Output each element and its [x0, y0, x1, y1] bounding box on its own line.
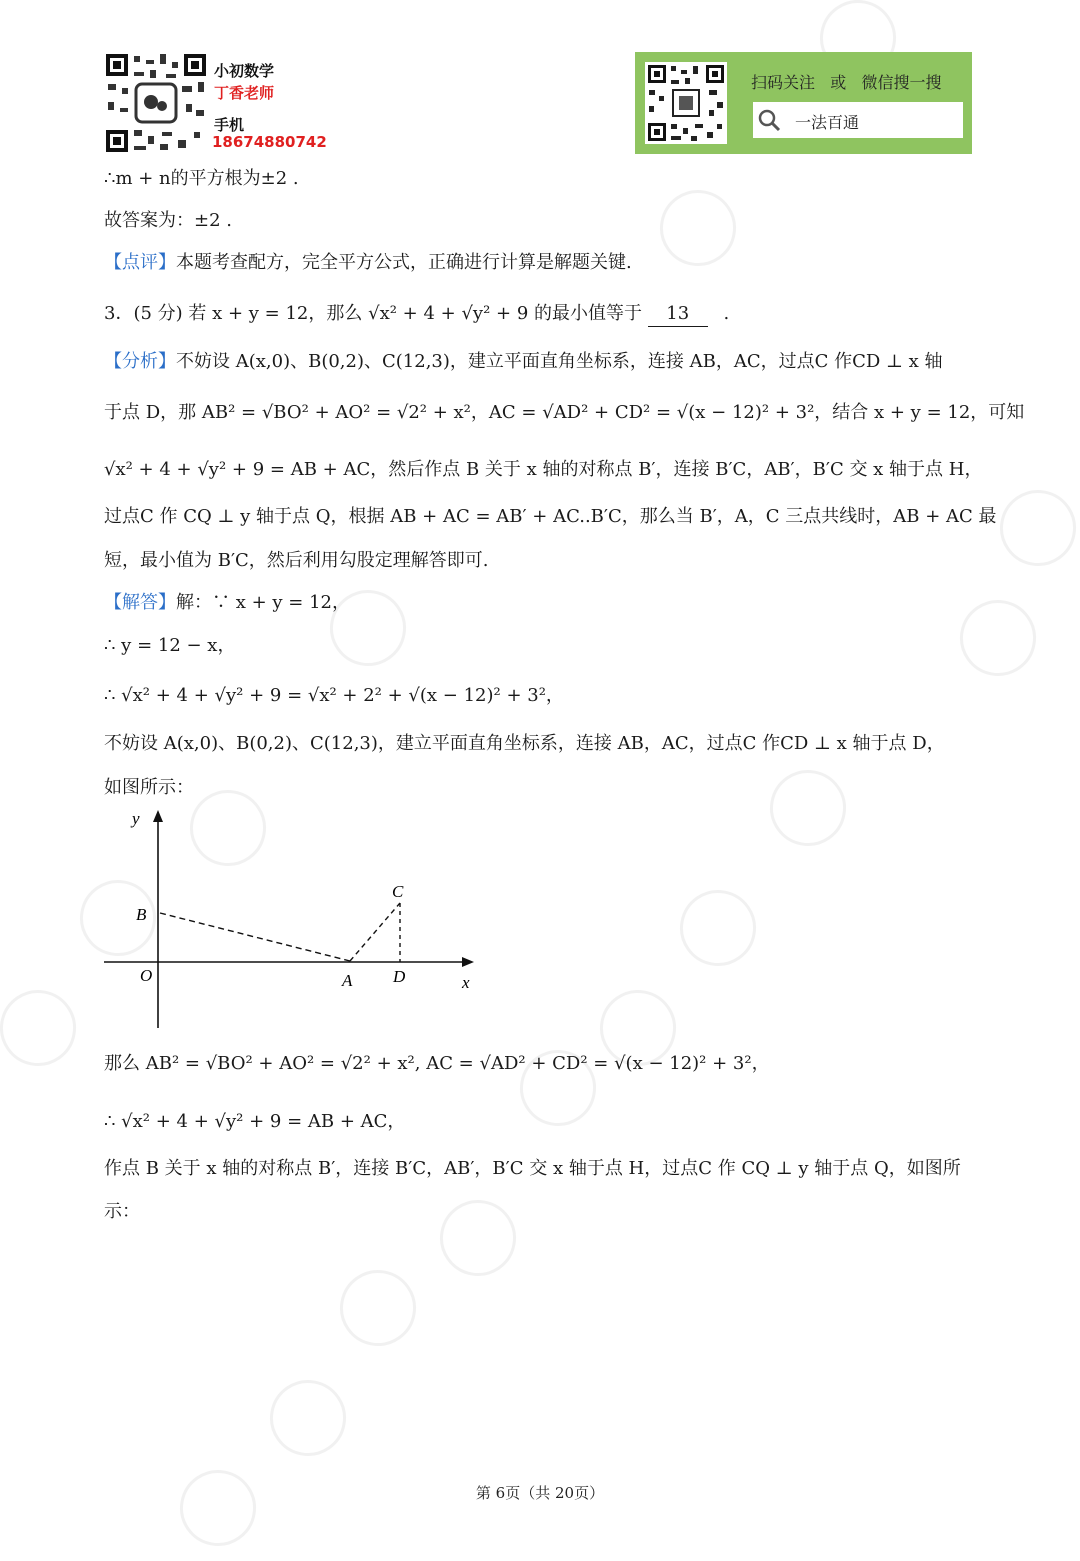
header-label-3: 手机	[214, 116, 245, 134]
text-line-11: ∴ y = 12 − x，	[104, 635, 236, 656]
watermark-logo	[945, 585, 1051, 691]
solution-tag: 【解答】	[104, 592, 176, 613]
text-line-16: ∴ √x² + 4 + √y² + 9 = AB + AC，	[104, 1111, 406, 1132]
watermark-logo	[645, 175, 751, 281]
coordinate-figure	[100, 808, 490, 1036]
text-line-13: 不妨设 A(x,0)、B(0,2)、C(12,3)，建立平面直角坐标系，连接 AB，AC，过点C 作CD ⊥ x 轴于点 D，	[104, 733, 945, 754]
watermark-logo	[325, 1255, 431, 1361]
label-d: D	[393, 967, 406, 986]
question-3-answer: 13	[648, 302, 708, 327]
watermark-logo	[165, 1455, 271, 1561]
segment-ba	[160, 913, 350, 961]
y-axis-arrow	[153, 810, 163, 822]
text-line-5	[104, 350, 943, 374]
text-line-14: 如图所示：	[104, 777, 194, 798]
label-c: C	[392, 882, 404, 901]
watermark-logo	[0, 975, 91, 1081]
search-icon	[757, 108, 781, 132]
header-left	[104, 52, 327, 154]
solution-text-1: 解：∵ x + y = 12，	[176, 592, 350, 613]
analysis-text-1: 不妨设 A(x,0)、B(0,2)、C(12,3)，建立平面直角坐标系，连接 AB，AC，过点C 作CD ⊥ x 轴	[176, 351, 943, 372]
analysis-tag: 【分析】	[104, 351, 176, 372]
text-line-17: 作点 B 关于 x 轴的对称点 B′，连接 B′C，AB′，B′C 交 x 轴于点 H，过点C 作 CQ ⊥ y 轴于点 Q，如图所	[104, 1158, 961, 1179]
text-line-8: 过点C 作 CQ ⊥ y 轴于点 Q，根据 AB + AC = AB′ + AC..B′C，那么当 B′，A，C 三点共线时，AB + AC 最	[104, 506, 997, 527]
search-text: 一法百通	[795, 113, 860, 132]
segment-ac	[350, 903, 400, 961]
x-axis-arrow	[462, 957, 474, 967]
header-label-1: 小初数学	[214, 62, 275, 80]
label-b: B	[136, 905, 147, 924]
watermark-logo	[755, 755, 861, 861]
question-3-period: .	[723, 303, 730, 324]
text-line-15: 那么 AB² = √BO² + AO² = √2² + x², AC = √AD² + CD² = √(x − 12)² + 3²，	[104, 1053, 770, 1074]
text-line-7: √x² + 4 + √y² + 9 = AB + AC，然后作点 B 关于 x 轴的对称点 B′，连接 B′C，AB′，B′C 交 x 轴于点 H，	[104, 459, 983, 480]
watermark-logo	[255, 1365, 361, 1471]
text-line-18: 示：	[104, 1201, 140, 1222]
label-a: A	[342, 971, 353, 990]
review-text: 本题考查配方，完全平方公式，正确进行计算是解题关键.	[176, 252, 632, 273]
watermark-logo	[425, 1185, 531, 1291]
header-phone: 18674880742	[212, 133, 327, 151]
label-y: y	[132, 809, 140, 828]
text-line-12: ∴ √x² + 4 + √y² + 9 = √x² + 2² + √(x − 12)² + 3²，	[104, 685, 564, 706]
page-number: 第 6页（共 20页）	[475, 1484, 605, 1502]
text-line-6: 于点 D，那 AB² = √BO² + AO² = √2² + x²，AC = √AD² + CD² = √(x − 12)² + 3²，结合 x + y = 12，可知	[104, 402, 1025, 423]
text-line-1: ∴m + n的平方根为±2 .	[104, 168, 299, 189]
watermark-logo	[985, 475, 1080, 581]
header-right-text: 扫码关注 或 微信搜一搜	[751, 73, 942, 92]
text-line-9: 短，最小值为 B′C，然后利用勾股定理解答即可.	[104, 550, 489, 571]
header-label-2: 丁香老师	[214, 84, 275, 102]
question-3	[104, 302, 729, 327]
text-line-2: 故答案为：±2 .	[104, 210, 232, 231]
text-line-3	[104, 251, 632, 275]
watermark-logo	[665, 875, 771, 981]
label-o: O	[140, 966, 153, 985]
question-3-text: 3．(5 分) 若 x + y = 12，那么 √x² + 4 + √y² + 9 的最小值等于	[104, 303, 643, 324]
header-right-banner	[635, 52, 972, 154]
review-tag: 【点评】	[104, 252, 176, 273]
watermark-logo	[505, 1035, 611, 1141]
text-line-10	[104, 591, 350, 615]
label-x: x	[462, 973, 470, 992]
search-box	[753, 102, 963, 138]
qr-code-icon	[645, 62, 727, 144]
qr-code-icon	[104, 52, 208, 154]
